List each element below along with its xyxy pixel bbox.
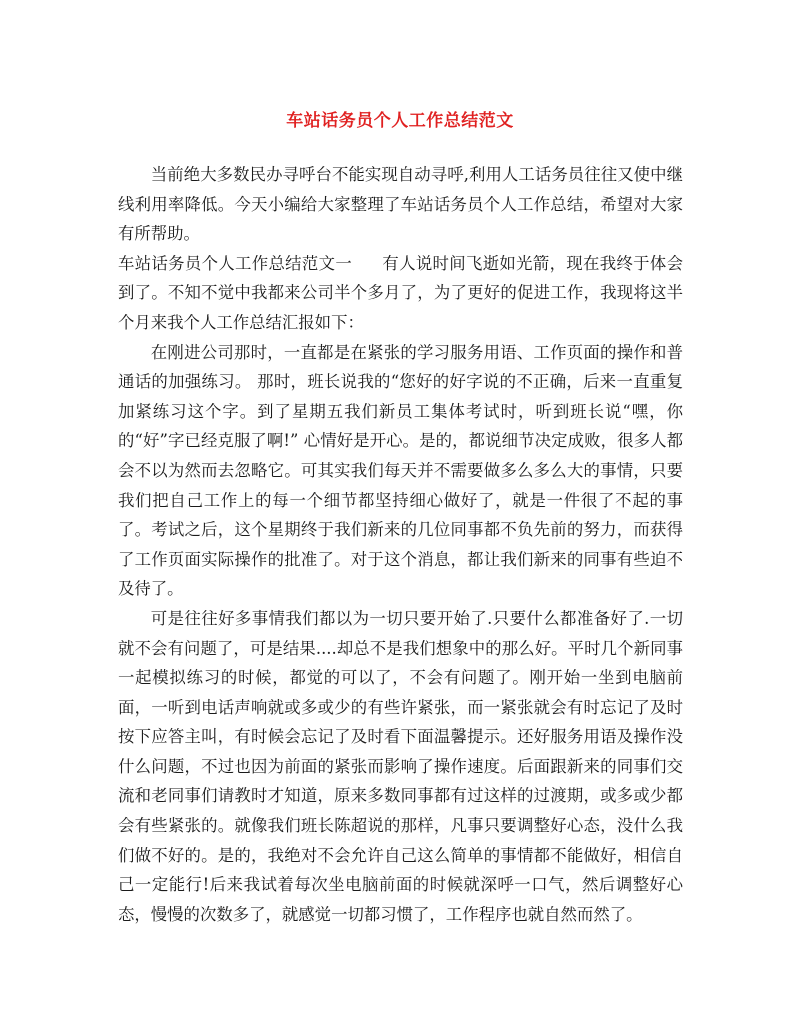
document-title: 车站话务员个人工作总结范文 (286, 111, 514, 131)
section-heading: 车站话务员个人工作总结范文一 (118, 253, 353, 273)
section-opening: 有人说时间飞逝如光箭，现在我终于体会到了。不知不觉中我都来公司半个多月了，为了更好的促进工作，我现将这半个月来我个人工作总结汇报如下： (118, 253, 683, 332)
body-paragraph-1: 在刚进公司那时，一直都是在紧张的学习服务用语、工作页面的操作和普通话的加强练习。 那时，班长说我的“您好的好字说的不正确，后来一直重复加紧练习这个字。到了星期五我们新员工集体考试时，听到班长说“嘿，你的“好”字已经克服了啊!” 心情好是开心。是的，都说细节决定成败，很多人都会不以为然而去忽略它。可其实我们每天并不需要做多么多么大的事情，只要我们把自己工作上的每一个细节都坚持细心做好了，就是一件很了不起的事了。考试之后，这个星期终于我们新来的几位同事都不负先前的努力，而获得了工作页面实际操作的批准了。对于这个消息，都让我们新来的同事有些迫不及待了。 (118, 342, 683, 599)
section-paragraph (118, 249, 683, 338)
body-paragraph-2: 可是往往好多事情我们都以为一切只要开始了.只要什么都准备好了.一切就不会有问题了，可是结果....却总不是我们想象中的那么好。平时几个新同事一起模拟练习的时候，都觉的可以了，不会有问题了。刚开始一坐到电脑前面，一听到电话声响就或多或少的有些许紧张，而一紧张就会有时忘记了及时按下应答主叫，有时候会忘记了及时看下面温馨提示。还好服务用语及操作没什么问题，不过也因为前面的紧张而影响了操作速度。后面跟新来的同事们交流和老同事们请教时才知道，原来多数同事都有过这样的过渡期，或多或少都会有些紧张的。就像我们班长陈超说的那样，凡事只要调整好心态，没什么我们做不好的。是的，我绝对不会允许自己这么简单的事情都不能做好，相信自己一定能行!后来我试着每次坐电脑前面的时候就深呼一口气，然后调整好心态，慢慢的次数多了，就感觉一切都习惯了，工作程序也就自然而然了。 (118, 608, 683, 924)
intro-paragraph: 当前绝大多数民办寻呼台不能实现自动寻呼,利用人工话务员往往又使中继线利用率降低。今天小编给大家整理了车站话务员个人工作总结，希望对大家有所帮助。 (118, 165, 683, 244)
document-body (118, 160, 683, 929)
